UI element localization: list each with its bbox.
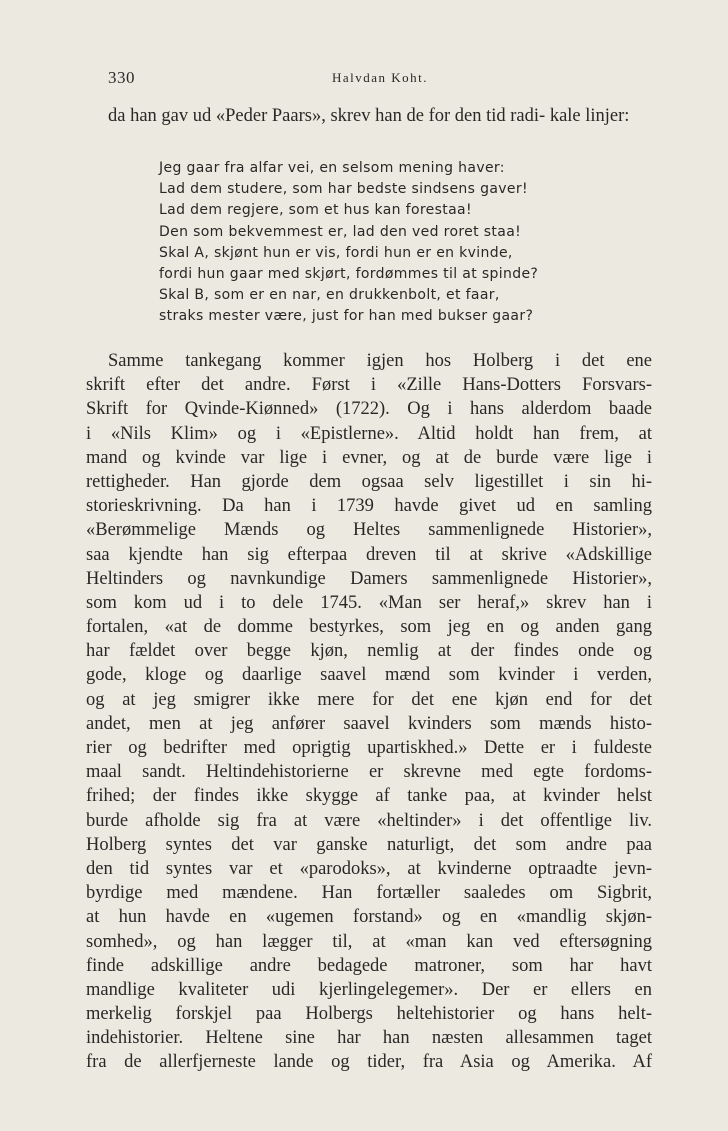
running-head: Halvdan Koht. [331, 70, 429, 85]
body-line: har fældet over begge kjøn, nemlig at der findes onde og [86, 641, 652, 662]
verse-line: Lad dem studere, som har bedste sindsens gaver! [159, 181, 528, 198]
verse-line: Jeg gaar fra alfar vei, en selsom mening haver: [159, 160, 505, 176]
body-line: fra de allerfjerneste lande og tider, fra Asia og Amerika. Af [86, 1052, 652, 1073]
body-line: at hun havde en «ugemen forstand» og en «mandlig skjøn- [86, 907, 652, 928]
body-line: som kom ud i to dele 1745. «Man ser heraf,» skrev han i [86, 592, 652, 613]
body-line: merkelig forskjel paa Holbergs heltehistorier og hans helt- [86, 1004, 652, 1025]
body-line: Holberg syntes det var ganske naturligt, det som andre paa [86, 834, 652, 855]
body-line: «Berømmelige Mænds og Heltes sammenlignede Historier», [86, 520, 652, 541]
body-line: i «Nils Klim» og i «Epistlerne». Altid holdt han frem, at [86, 423, 652, 444]
body-line: og at jeg smigrer ikke mere for det ene kjøn end for det [86, 689, 652, 710]
body-paragraph [86, 349, 652, 1075]
body-line: somhed», og han lægger til, at «man kan ved eftersøgning [86, 931, 652, 952]
body-line: byrdige med mændene. Han fortæller saaledes om Sigbrit, [86, 883, 652, 904]
body-line: andet, men at jeg anfører saavel kvinders som mænds histo- [86, 713, 652, 734]
body-line: rettigheder. Han gjorde dem ogsaa selv ligestillet i sin hi- [86, 471, 652, 492]
page-number: 330 [108, 68, 135, 87]
body-line: maal sandt. Heltindehistorierne er skrevne med egte fordoms- [86, 762, 652, 783]
body-line: rier og bedrifter med oprigtig upartiskhed.» Dette er i fuldeste [86, 738, 652, 758]
body-line: Heltinders og navnkundige Damers sammenlignede Historier», [86, 568, 652, 589]
body-line: saa kjendte han sig efterpaa dreven til at skrive «Adskillige [86, 544, 652, 565]
verse-line: Skal A, skjønt hun er vis, fordi hun er en kvinde, [159, 244, 513, 261]
body-line: gode, kloge og daarlige saavel mænd som kvinder i verden, [86, 665, 652, 686]
verse-quotation [159, 158, 629, 328]
body-line: den tid syntes var et «parodoks», at kvinderne optraadte jevn- [86, 858, 652, 879]
body-line: skrift efter det andre. Først i «Zille Hans-Dotters Forsvars- [86, 375, 652, 396]
verse-line: straks mester være, just for han med bukser gaar? [159, 308, 534, 325]
body-line: finde adskillige andre bedagede matroner, som har havt [86, 955, 652, 976]
body-line: mandlige kvaliteter udi kjerlingelegemer». Der er ellers en [86, 979, 652, 1000]
body-line: Skrift for Qvinde-Kiønned» (1722). Og i hans alderdom baade [86, 399, 652, 420]
body-line: burde afholde sig fra at være «heltinder» i det offentlige liv. [86, 810, 652, 831]
verse-line: Skal B, som er en nar, en drukkenbolt, et faar, [159, 287, 500, 304]
body-line: Samme tankegang kommer igjen hos Holberg i det ene [108, 351, 652, 371]
verse-line: fordi hun gaar med skjørt, fordømmes til at spinde? [159, 266, 539, 283]
body-line: storieskrivning. Da han i 1739 havde givet ud en samling [86, 496, 652, 517]
body-line: frihed; der findes ikke skygge af tanke paa, at kvinder helst [86, 786, 652, 807]
body-line: mand og kvinde var lige i evner, og at de burde være lige i [86, 447, 652, 468]
verse-line: Den som bekvemmest er, lad den ved roret staa! [159, 223, 522, 240]
intro-line: da han gav ud «Peder Paars», skrev han de for den tid radi- [108, 106, 546, 126]
body-line: fortalen, «at de domme bestyrkes, som jeg en og anden gang [86, 617, 652, 638]
page-header [108, 68, 652, 92]
intro-line: kale linjer: [549, 106, 630, 126]
verse-line: Lad dem regjere, som et hus kan forestaa! [159, 202, 472, 219]
intro-paragraph [108, 104, 652, 128]
body-line: indehistorier. Heltene sine har han næsten allesammen taget [86, 1028, 652, 1049]
